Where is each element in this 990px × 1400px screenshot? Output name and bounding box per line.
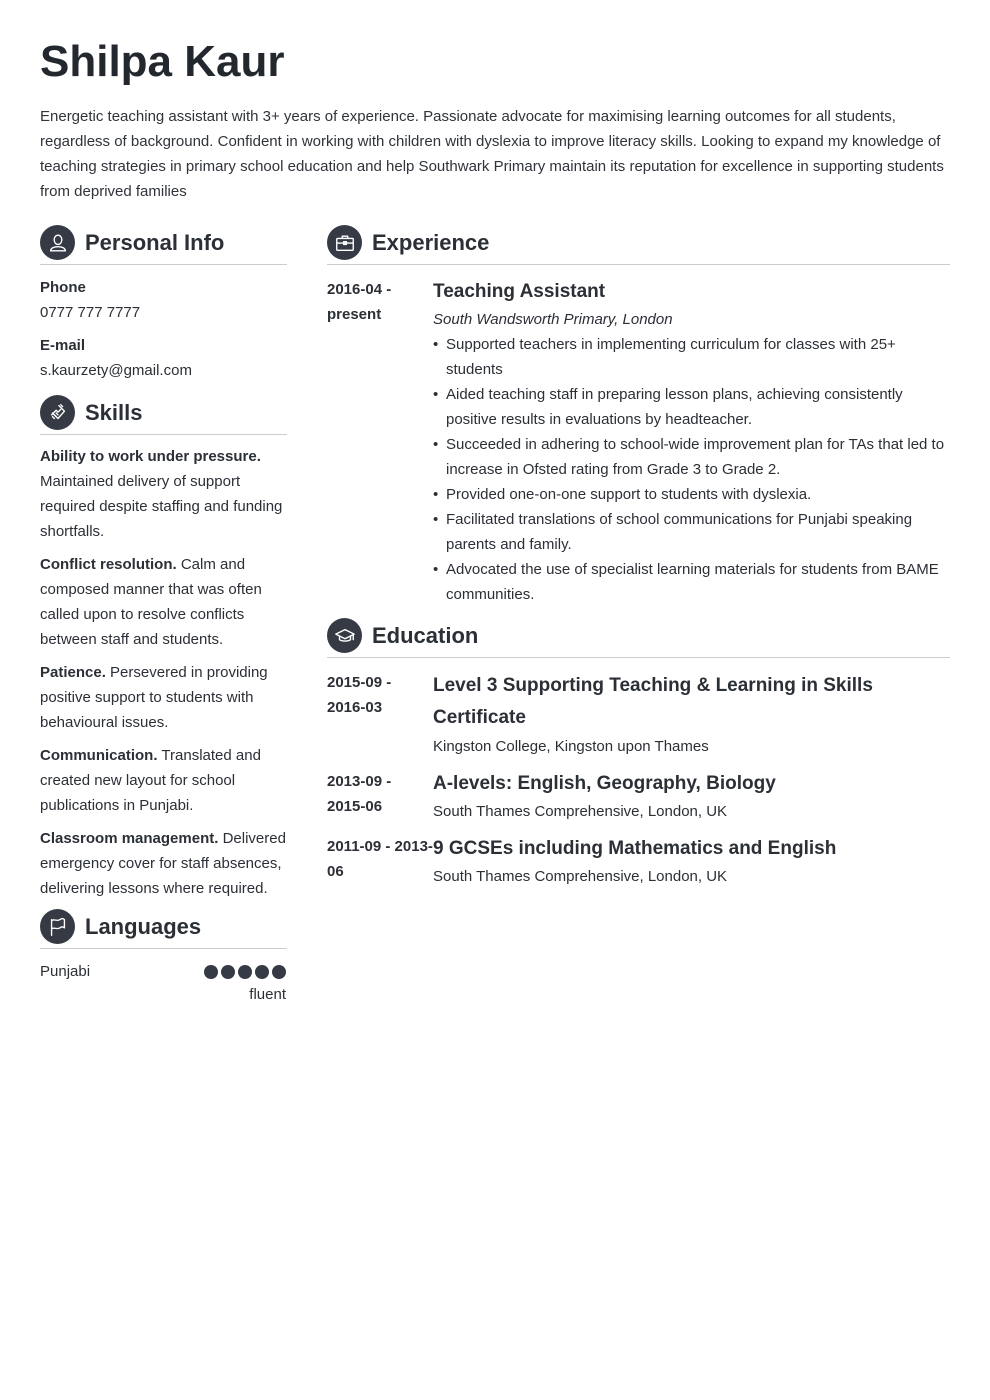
skill-name: Classroom management. (40, 830, 219, 847)
institution: South Thames Comprehensive, London, UK (433, 803, 728, 820)
section-divider (40, 434, 287, 435)
education-section (327, 618, 950, 889)
skill-item (40, 660, 287, 735)
flag-icon (40, 909, 75, 944)
bullet-item: • Supported teachers in implementing curriculum for classes with 25+ students (433, 332, 950, 382)
language-item (40, 960, 287, 1010)
bullet-item: • Provided one-on-one support to students with dyslexia. (433, 482, 950, 507)
email-value: s.kaurzety@gmail.com (40, 362, 192, 379)
skill-name: Ability to work under pressure. (40, 448, 261, 465)
languages-title: Languages (85, 913, 202, 939)
phone-label: Phone (40, 279, 86, 296)
experience-entry (327, 277, 950, 607)
institution: South Thames Comprehensive, London, UK (433, 868, 728, 885)
education-header (327, 618, 950, 653)
skill-description: Translated and created new layout for school publications in Punjabi. (40, 747, 261, 814)
skills-title: Skills (85, 399, 143, 425)
entry-body (433, 277, 950, 607)
degree-title: Level 3 Supporting Teaching & Learning in Skills Certificate (433, 675, 873, 728)
personal-info-section (40, 225, 287, 383)
skills-section (40, 395, 287, 901)
entry-body (433, 769, 950, 824)
entry-date: 2013-09 - 2015-06 (327, 773, 392, 815)
institution: Kingston College, Kingston upon Thames (433, 738, 709, 755)
email-label: E-mail (40, 337, 86, 354)
job-bullets (433, 332, 950, 607)
job-title: Teaching Assistant (433, 281, 606, 302)
entry-body (433, 834, 950, 889)
candidate-name: Shilpa Kaur (40, 37, 285, 86)
phone-value: 0777 777 7777 (40, 304, 141, 321)
handshake-icon (40, 395, 75, 430)
section-divider (327, 657, 950, 658)
right-column (327, 225, 950, 889)
skill-item (40, 826, 287, 901)
section-divider (40, 948, 287, 949)
personal-info-title: Personal Info (85, 229, 225, 255)
section-divider (40, 264, 287, 265)
degree-title: A-levels: English, Geography, Biology (433, 773, 776, 794)
language-rating (204, 965, 286, 979)
entry-date: 2016-04 - present (327, 281, 392, 323)
graduation-cap-icon (327, 618, 362, 653)
skill-item (40, 444, 287, 544)
rating-dot (204, 965, 218, 979)
education-entry (327, 670, 950, 759)
experience-header (327, 225, 950, 260)
entry-body (433, 670, 950, 759)
skill-description: Calm and composed manner that was often called upon to resolve conflicts between staff and students. (40, 556, 262, 648)
entry-date: 2011-09 - 2013-06 (327, 838, 433, 880)
education-title: Education (372, 622, 479, 648)
skill-name: Communication. (40, 747, 158, 764)
languages-header (40, 909, 287, 944)
briefcase-icon (327, 225, 362, 260)
skill-description: Persevered in providing positive support to students with behavioural issues. (40, 664, 268, 731)
education-entry (327, 769, 950, 824)
experience-section (327, 225, 950, 607)
skill-item (40, 552, 287, 652)
degree-title: 9 GCSEs including Mathematics and English (433, 838, 837, 859)
skill-item (40, 743, 287, 818)
bullet-item: • Succeeded in adhering to school-wide improvement plan for TAs that led to increase in Ofsted rating from Grade 3 to Grade 2. (433, 432, 950, 482)
skills-header (40, 395, 287, 430)
skill-description: Maintained delivery of support required despite staffing and funding shortfalls. (40, 473, 283, 540)
employer: South Wandsworth Primary, London (433, 311, 673, 328)
skill-name: Patience. (40, 664, 106, 681)
personal-info-header (40, 225, 287, 260)
entry-date: 2015-09 - 2016-03 (327, 674, 392, 716)
user-icon (40, 225, 75, 260)
language-name: Punjabi (40, 963, 91, 980)
language-level: fluent (249, 986, 286, 1003)
skills-list (40, 444, 287, 901)
rating-dot (238, 965, 252, 979)
rating-dot (255, 965, 269, 979)
rating-dot (272, 965, 286, 979)
bullet-item: • Facilitated translations of school communications for Punjabi speaking parents and family. (433, 507, 950, 557)
bullet-item: • Advocated the use of specialist learning materials for students from BAME communities. (433, 557, 950, 607)
skill-name: Conflict resolution. (40, 556, 177, 573)
profile-summary: Energetic teaching assistant with 3+ years of experience. Passionate advocate for maximising learning outcomes for all students, regardless of background. Confident in working with children with dyslexia to improve literacy skills. Looking to expand my knowledge of teaching strategies in primary school education and help Southwark Primary maintain its reputation for excellence in supporting students from deprived families (40, 108, 944, 200)
left-column (40, 225, 287, 1010)
experience-title: Experience (372, 229, 490, 255)
education-entry (327, 834, 950, 889)
rating-dot (221, 965, 235, 979)
skill-description: Delivered emergency cover for staff absences, delivering lessons where required. (40, 830, 286, 897)
languages-section (40, 909, 287, 1010)
section-divider (327, 264, 950, 265)
bullet-item: • Aided teaching staff in preparing lesson plans, achieving consistently positive results in evaluations by headteacher. (433, 382, 950, 432)
